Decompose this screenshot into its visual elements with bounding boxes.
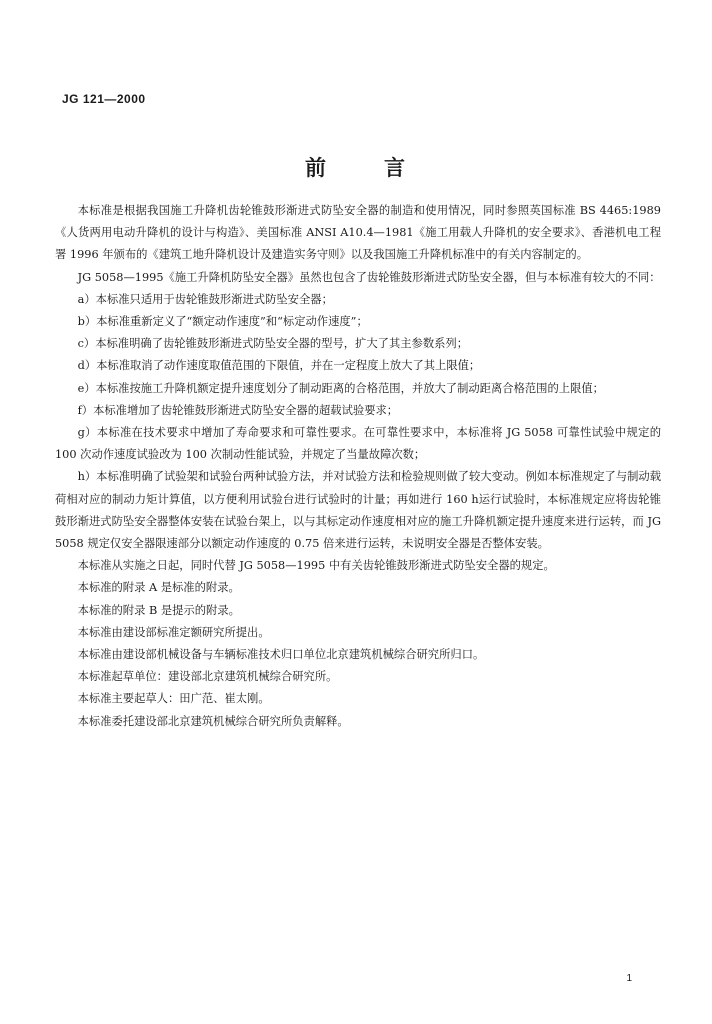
title-char-2: 言 [384, 155, 407, 180]
list-item-g: g）本标准在技术要求中增加了寿命要求和可靠性要求。在可靠性要求中，本标准将 JG 5058 可靠性试验中规定的 100 次动作速度试验改为 100 次制动性能试验，并规定了当量故障次数； [55, 426, 661, 462]
list-item-a: a）本标准只适用于齿轮锥鼓形渐进式防坠安全器； [77, 292, 333, 306]
list-item-c: c）本标准明确了齿轮锥鼓形渐进式防坠安全器的型号，扩大了其主参数系列； [77, 337, 469, 351]
list-item-f: f）本标准增加了齿轮锥鼓形渐进式防坠安全器的超载试验要求； [77, 403, 399, 417]
paragraph-drafters: 本标准主要起草人：田广范、崔太刚。 [77, 692, 270, 706]
paragraph-proposer: 本标准由建设部标准定额研究所提出。 [77, 625, 270, 639]
paragraph-intro: 本标准是根据我国施工升降机齿轮锥鼓形渐进式防坠安全器的制造和使用情况，同时参照英国标准 BS 4465:1989《人货两用电动升降机的设计与构造》、美国标准 ANSI A10.4—1981《施工用载人升降机的安全要求》、香港机电工程署 1996 年颁布的《建筑工地升降机设计及建造实务守则》以及我国施工升降机标准中的有关内容制定的。 [55, 204, 661, 262]
page-title [0, 152, 712, 182]
paragraph-appendix-a: 本标准的附录 A 是标准的附录。 [77, 581, 240, 595]
standard-code-header: JG 121—2000 [62, 92, 146, 106]
paragraph-appendix-b: 本标准的附录 B 是提示的附录。 [77, 603, 240, 617]
list-item-e: e）本标准按施工升降机额定提升速度划分了制动距离的合格范围，并放大了制动距离合格范围的上限值； [77, 381, 604, 395]
title-char-1: 前 [305, 155, 328, 180]
foreword-body [55, 200, 661, 733]
paragraph-replacement: 本标准从实施之日起，同时代替 JG 5058—1995 中有关齿轮锥鼓形渐进式防坠安全器的规定。 [77, 559, 555, 573]
list-item-h: h）本标准明确了试验架和试验台两种试验方法，并对试验方法和检验规则做了较大变动。例如本标准规定了与制动载荷相对应的制动力矩计算值，以方便利用试验台进行试验时的计量；再如进行 160 h运行试验时，本标准规定应将齿轮锥鼓形渐进式防坠安全器整体安装在试验台架上，以与其标定动作速度相对应的施工升降机额定提升速度来进行运转，而 JG 5058 规定仅安全器限速部分以额定动作速度的 0.75 倍来进行运转，未说明安全器是否整体安装。 [55, 470, 662, 551]
list-item-d: d）本标准取消了动作速度取值范围的下限值，并在一定程度上放大了其上限值； [77, 359, 481, 373]
paragraph-drafting-unit: 本标准起草单位：建设部北京建筑机械综合研究所。 [77, 670, 338, 684]
list-item-b: b）本标准重新定义了“额定动作速度”和“标定动作速度”； [77, 315, 368, 329]
paragraph-interpretation: 本标准委托建设部北京建筑机械综合研究所负责解释。 [77, 714, 349, 728]
paragraph-administrator: 本标准由建设部机械设备与车辆标准技术归口单位北京建筑机械综合研究所归口。 [77, 648, 485, 662]
page-number: 1 [626, 973, 632, 984]
paragraph-comparison: JG 5058—1995《施工升降机防坠安全器》虽然也包含了齿轮锥鼓形渐进式防坠安全器，但与本标准有较大的不同： [77, 270, 661, 284]
